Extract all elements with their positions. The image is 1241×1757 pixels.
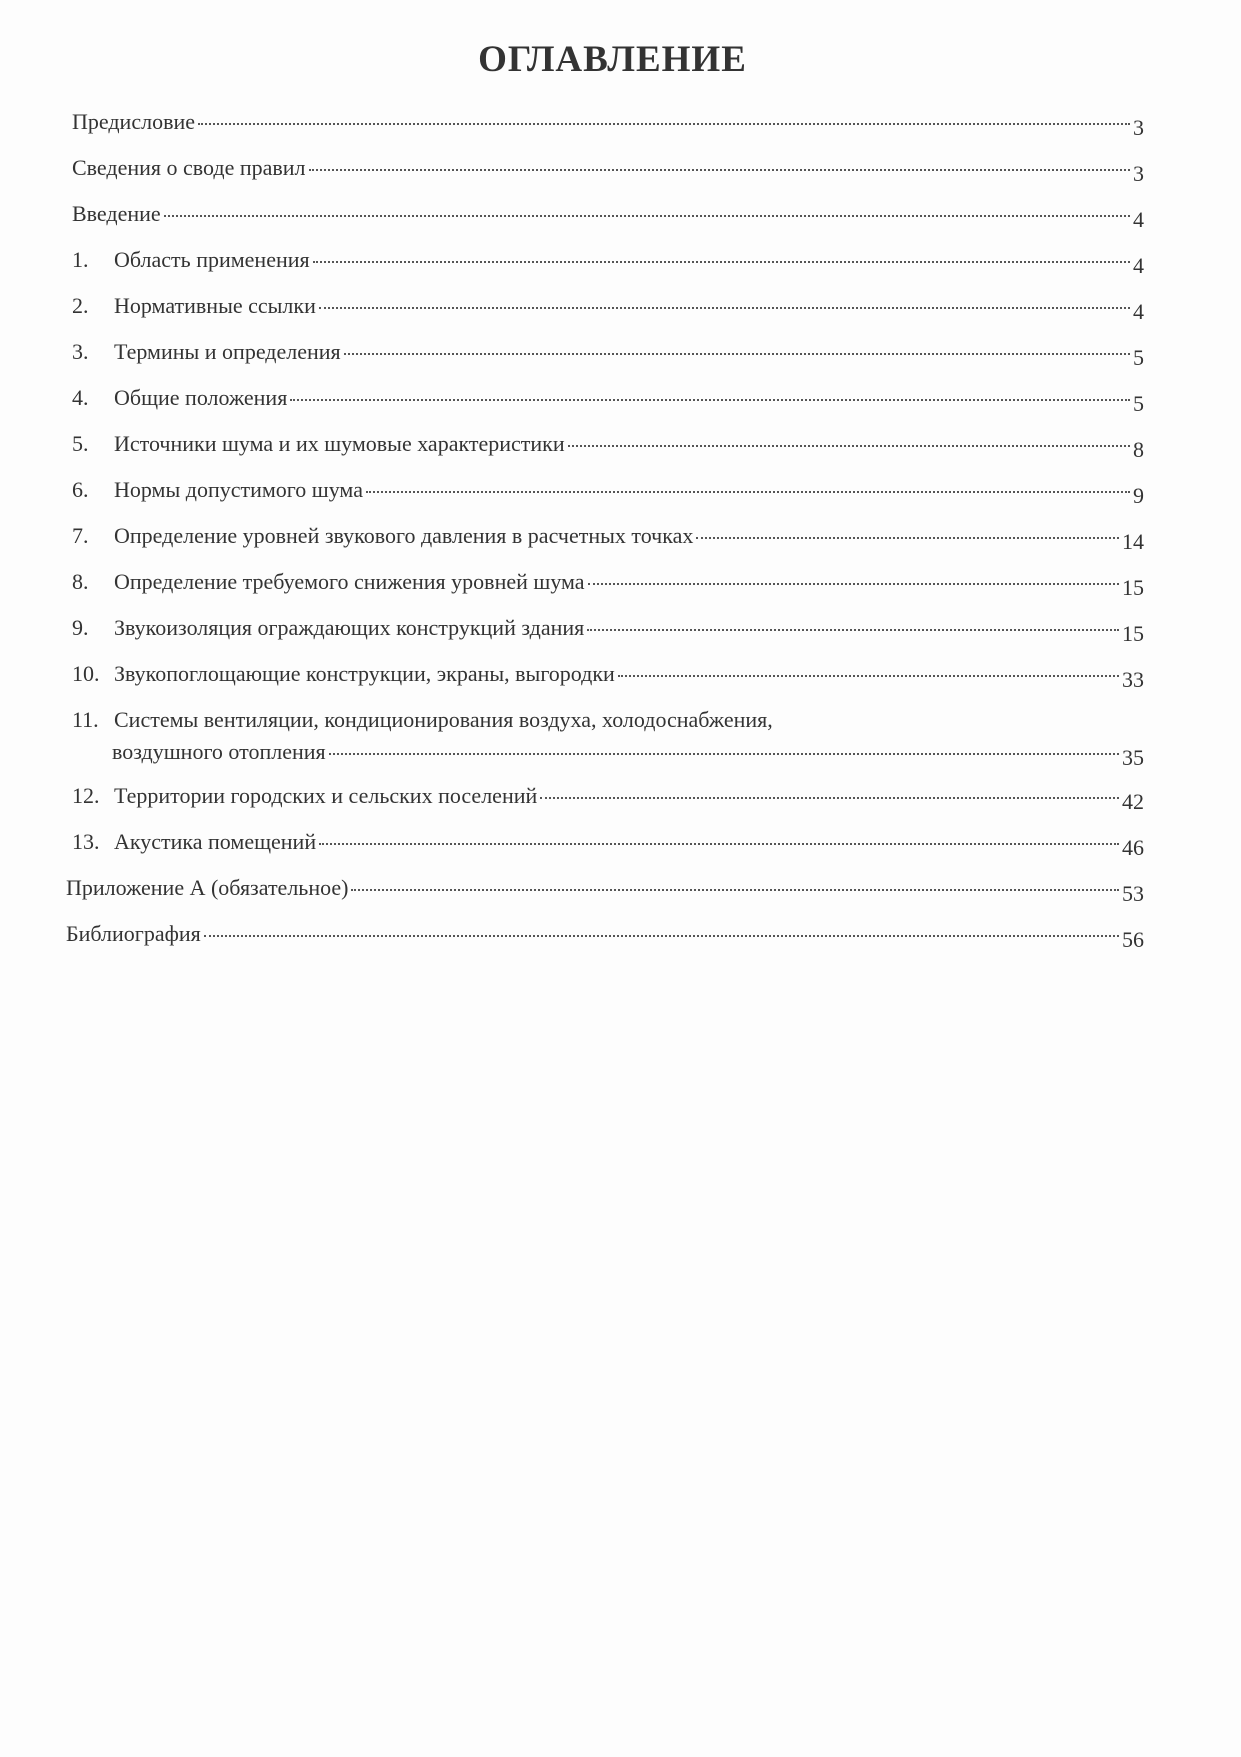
dot-leader: [568, 445, 1130, 447]
toc-entry-line-2: [72, 738, 1144, 770]
toc-entry-section-13[interactable]: [72, 828, 1144, 874]
toc-entry-page: 3: [1133, 161, 1144, 186]
dot-leader: [290, 399, 1130, 401]
dot-leader: [319, 843, 1119, 845]
toc-entry-label: Нормативные ссылки: [114, 293, 316, 318]
toc-entry-section-4[interactable]: [72, 384, 1144, 430]
toc-entry-number: 4.: [72, 385, 89, 410]
toc-entry-number: 7.: [72, 523, 89, 548]
toc-entry-preface[interactable]: [72, 108, 1144, 154]
dot-leader: [587, 629, 1119, 631]
dot-leader: [164, 215, 1130, 217]
dot-leader: [366, 491, 1130, 493]
toc-entry-line-1: [72, 706, 1144, 734]
toc-entry-page: 15: [1122, 575, 1144, 600]
toc-entry-section-1[interactable]: [72, 246, 1144, 292]
toc-entry-number: 13.: [72, 829, 100, 854]
dot-leader: [540, 797, 1119, 799]
dot-leader: [696, 537, 1119, 539]
table-of-contents: [66, 108, 1144, 966]
toc-entry-page: 9: [1133, 483, 1144, 508]
dot-leader: [588, 583, 1119, 585]
toc-entry-number: 10.: [72, 661, 100, 686]
toc-entry-number: 12.: [72, 783, 100, 808]
toc-entry-label: Термины и определения: [114, 339, 341, 364]
dot-leader: [351, 889, 1119, 891]
dot-leader: [309, 169, 1130, 171]
toc-entry-section-9[interactable]: [72, 614, 1144, 660]
dot-leader: [344, 353, 1130, 355]
toc-entry-section-2[interactable]: [72, 292, 1144, 338]
toc-entry-label: Определение уровней звукового давления в расчетных точках: [114, 523, 694, 548]
toc-entry-label: Предисловие: [72, 109, 195, 134]
toc-entry-section-11[interactable]: [72, 706, 1144, 782]
toc-entry-number: 8.: [72, 569, 89, 594]
toc-entry-page: 14: [1122, 529, 1144, 554]
toc-entry-number: 6.: [72, 477, 89, 502]
toc-entry-section-10[interactable]: [72, 660, 1144, 706]
toc-entry-page: 56: [1122, 927, 1144, 952]
toc-entry-page: 5: [1133, 391, 1144, 416]
toc-entry-section-3[interactable]: [72, 338, 1144, 384]
toc-entry-bibliography[interactable]: [66, 920, 1144, 966]
toc-entry-page: 8: [1133, 437, 1144, 462]
toc-entry-introduction[interactable]: [72, 200, 1144, 246]
toc-entry-label: Источники шума и их шумовые характеристики: [114, 431, 565, 456]
toc-entry-info[interactable]: [72, 154, 1144, 200]
toc-entry-label: Общие положения: [114, 385, 288, 410]
toc-entry-label: Приложение А (обязательное): [66, 875, 349, 900]
toc-entry-page: 15: [1122, 621, 1144, 646]
toc-entry-label: Звукоизоляция ограждающих конструкций здания: [114, 615, 585, 640]
toc-entry-section-8[interactable]: [72, 568, 1144, 614]
dot-leader: [198, 123, 1130, 125]
toc-entry-label: Сведения о своде правил: [72, 155, 306, 180]
toc-entry-label: Введение: [72, 201, 161, 226]
toc-entry-appendix-a[interactable]: [66, 874, 1144, 920]
dot-leader: [329, 753, 1119, 755]
toc-entry-page: 4: [1133, 299, 1144, 324]
toc-entry-number: 5.: [72, 431, 89, 456]
toc-entry-number: 9.: [72, 615, 89, 640]
toc-entry-label: Определение требуемого снижения уровней шума: [114, 569, 585, 594]
toc-entry-label: Нормы допустимого шума: [114, 477, 363, 502]
toc-entry-label: Звукопоглощающие конструкции, экраны, выгородки: [114, 661, 615, 686]
toc-entry-page: 35: [1122, 745, 1144, 770]
page-title: ОГЛАВЛЕНИЕ: [478, 39, 747, 80]
toc-entry-section-5[interactable]: [72, 430, 1144, 476]
dot-leader: [313, 261, 1130, 263]
toc-entry-number: 3.: [72, 339, 89, 364]
toc-entry-section-7[interactable]: [72, 522, 1144, 568]
toc-entry-page: 5: [1133, 345, 1144, 370]
toc-entry-label-continued: воздушного отопления: [112, 739, 326, 764]
toc-entry-label: Акустика помещений: [114, 829, 317, 854]
toc-entry-number: 1.: [72, 247, 89, 272]
toc-entry-page: 4: [1133, 207, 1144, 232]
toc-entry-label: Область применения: [114, 247, 310, 272]
toc-entry-label: Территории городских и сельских поселений: [114, 783, 538, 808]
toc-entry-page: 33: [1122, 667, 1144, 692]
toc-entry-number: 2.: [72, 293, 89, 318]
toc-entry-number: 11.: [72, 707, 99, 732]
toc-entry-page: 53: [1122, 881, 1144, 906]
toc-entry-label: Системы вентиляции, кондиционирования воздуха, холодоснабжения,: [114, 707, 773, 732]
toc-entry-label: Библиография: [66, 921, 201, 946]
toc-entry-page: 4: [1133, 253, 1144, 278]
dot-leader: [319, 307, 1130, 309]
toc-entry-page: 42: [1122, 789, 1144, 814]
toc-entry-page: 46: [1122, 835, 1144, 860]
toc-entry-page: 3: [1133, 115, 1144, 140]
toc-entry-section-6[interactable]: [72, 476, 1144, 522]
toc-entry-section-12[interactable]: [72, 782, 1144, 828]
dot-leader: [618, 675, 1119, 677]
dot-leader: [204, 935, 1119, 937]
